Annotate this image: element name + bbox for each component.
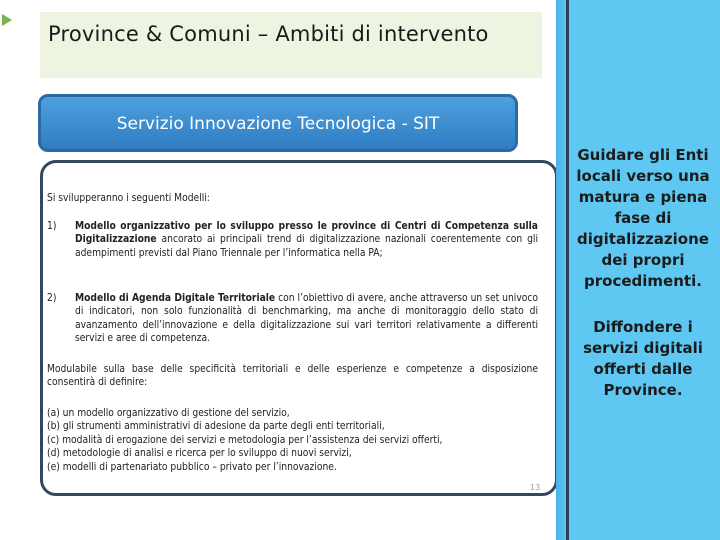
paragraph: Modulabile sulla base delle specificità territoriali e delle esperienze e competenze a disposizione consentirà di definire:: [47, 364, 538, 389]
model-2-description: [75, 292, 538, 346]
side-panel-text-2: Diffondere i servizi digitali offerti dalle Province.: [583, 318, 703, 399]
model-2-text: con l’obiettivo di avere, anche attraverso un set univoco di indicatori, non solo funzionalità di benchmarking, ma anche di monitoraggio dello stato di avanzamento dell’innovazione e della digitalizzazione sui vari territori relativamente a differenti servizi e aree di competenza.: [75, 293, 538, 345]
list-item-c: (c) modalità di erogazione dei servizi e metodologia per l’assistenza dei servizi offerti,: [47, 434, 443, 446]
definition-list: [47, 407, 442, 474]
model-2-number: 2): [47, 293, 57, 304]
side-panel-text-1: Guidare gli Enti locali verso una matura e piena fase di digitalizzazione dei propri procedimenti.: [576, 146, 710, 290]
list-item-a: (a) un modello organizzativo di gestione del servizio,: [47, 408, 290, 419]
arrow-bullet-icon: [2, 14, 12, 26]
model-1-number: 1): [47, 221, 57, 232]
model-1-text: ancorato ai principali trend di digitalizzazione nazionali coerentemente con gli adempimenti previsti dal Piano Triennale per l’informatica nella PA;: [75, 234, 538, 259]
model-2-title: Modello di Agenda Digitale Territoriale: [75, 293, 276, 304]
list-item-e: (e) modelli di partenariato pubblico – privato per l’innovazione.: [47, 461, 337, 473]
banner: [38, 94, 518, 152]
list-item-d: (d) metodologie di analisi e ricerca per lo sviluppo di nuovi servizi,: [47, 448, 352, 460]
intro-text: Si svilupperanno i seguenti Modelli:: [47, 193, 210, 204]
slide-title: Province & Comuni – Ambiti di intervento: [48, 22, 489, 46]
list-item-b: (b) gli strumenti amministrativi di adesione da parte degli enti territoriali,: [47, 421, 385, 433]
banner-label: Servizio Innovazione Tecnologica - SIT: [116, 114, 440, 134]
model-1-description: [75, 220, 538, 260]
page-number: 13: [530, 483, 541, 492]
model-1-title: Modello organizzativo per lo sviluppo presso le province di Centri di Competenza sulla Digitalizzazione: [75, 221, 538, 246]
